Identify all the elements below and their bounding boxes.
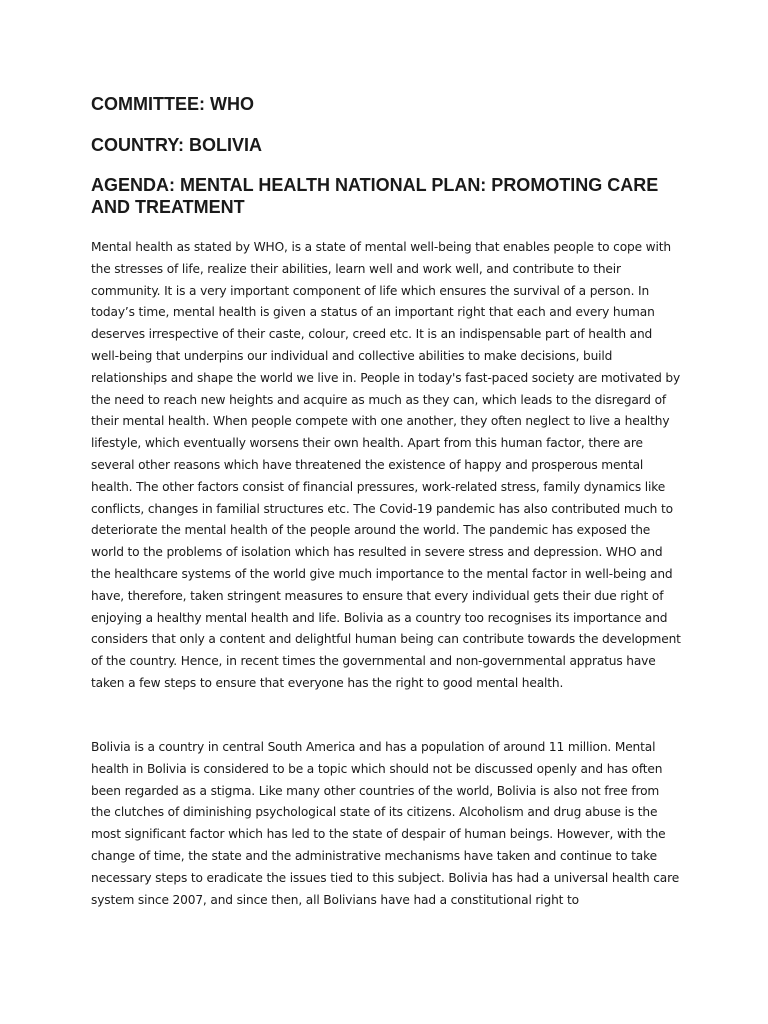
agenda-heading: AGENDA: MENTAL HEALTH NATIONAL PLAN: PROMOTING CARE AND TREATMENT bbox=[91, 175, 659, 217]
country-heading: COUNTRY: BOLIVIA bbox=[91, 135, 262, 155]
committee-heading: COMMITTEE: WHO bbox=[91, 94, 254, 114]
paragraph-intro: Mental health as stated by WHO, is a state of mental well-being that enables people to cope with the stresses of life, realize their abilities, learn well and work well, and contribute to their community. It is a very important component of life which ensures the survival of a person. In today’s time, mental health is given a status of an important right that each and every human deserves irrespective of their caste, colour, creed etc. It is an indispensable part of health and well-being that underpins our individual and collective abilities to make decisions, build relationships and shape the world we live in. People in today's fast-paced society are motivated by the need to reach new heights and acquire as much as they can, which leads to the disregard of their mental health. When people compete with one another, they often neglect to live a healthy lifestyle, which eventually worsens their own health. Apart from this human factor, there are several other reasons which have threatened the existence of happy and prosperous mental health. The other factors consist of financial pressures, work-related stress, family dynamics like conflicts, changes in familial structures etc. The Covid-19 pandemic has also contributed much to deteriorate the mental health of the people around the world. The pandemic has exposed the world to the problems of isolation which has resulted in severe stress and depression. WHO and the healthcare systems of the world give much importance to the mental factor in well-being and have, therefore, taken stringent measures to ensure that every individual gets their due right of enjoying a healthy mental health and life. Bolivia as a country too recognises its importance and considers that only a content and delightful human being can contribute towards the development of the country. Hence, in recent times the governmental and non-governmental appratus have taken a few steps to ensure that everyone has the right to good mental health. bbox=[91, 240, 681, 690]
paragraph-bolivia: Bolivia is a country in central South America and has a population of around 11 million. Mental health in Bolivia is considered to be a topic which should not be discussed openly and has often been regarded as a stigma. Like many other countries of the world, Bolivia is also not free from the clutches of diminishing psychological state of its citizens. Alcoholism and drug abuse is the most significant factor which has led to the state of despair of human beings. However, with the change of time, the state and the administrative mechanisms have taken and continue to take necessary steps to eradicate the issues tied to this subject. Bolivia has had a universal health care system since 2007, and since then, all Bolivians have had a constitutional right to bbox=[91, 740, 680, 907]
